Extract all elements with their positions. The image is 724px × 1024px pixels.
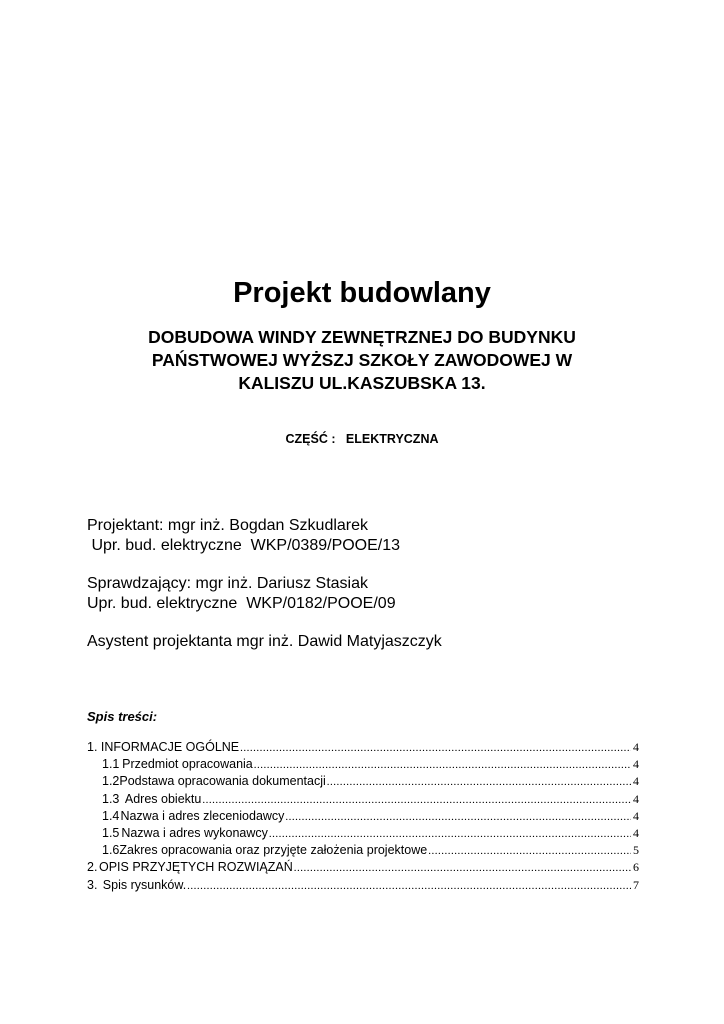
toc-entry[interactable] [87, 878, 639, 895]
toc-leader [269, 828, 631, 840]
designer-line: Projektant: mgr inż. Bogdan Szkudlarek [87, 517, 369, 534]
toc-entry-number: 1.4 [102, 808, 120, 823]
toc-leader [240, 742, 631, 754]
subtitle-line: PAŃSTWOWEJ WYŻSZJ SZKOŁY ZAWODOWEJ W [151, 350, 573, 370]
subtitle-line: DOBUDOWA WINDY ZEWNĘTRZNEJ DO BUDYNKU [148, 327, 576, 347]
toc-entry[interactable] [87, 809, 639, 826]
assistant-line: Asystent projektanta mgr inż. Dawid Matyjaszczyk [87, 633, 442, 650]
designer-license-line: Upr. bud. elektryczne WKP/0389/POOE/13 [87, 537, 401, 554]
toc-leader [285, 811, 631, 823]
toc-entry-number: 1.6 [102, 843, 120, 858]
part-value: ELEKTRYCZNA [345, 432, 439, 446]
checker-line: Sprawdzający: mgr inż. Dariusz Stasiak [87, 575, 368, 592]
toc-entry-number: 1.3 [102, 791, 120, 806]
toc-entry-number: 2. [87, 860, 98, 875]
toc-entry[interactable] [87, 757, 639, 774]
toc-entry-text: Podstawa opracowania dokumentacji [119, 774, 326, 789]
toc-entry-page: 4 [633, 791, 639, 806]
toc-entry-page: 4 [633, 740, 639, 754]
toc-entry[interactable] [87, 740, 639, 757]
toc-entry[interactable] [87, 774, 639, 791]
toc-entry-text: Zakres opracowania oraz przyjęte założenia projektowe [119, 843, 428, 858]
toc-entry-page: 4 [633, 757, 639, 772]
toc-leader [202, 794, 631, 806]
toc-entry-text: Przedmiot opracowania [122, 757, 253, 772]
toc-entry[interactable] [87, 860, 639, 877]
toc-entry-text: OPIS PRZYJĘTYCH ROZWIĄZAŃ [99, 860, 293, 875]
document-part [0, 432, 724, 446]
toc-leader [187, 880, 631, 892]
toc-entry-page: 6 [633, 860, 639, 875]
checker-license-line: Upr. bud. elektryczne WKP/0182/POOE/09 [87, 595, 396, 612]
toc-heading: Spis treści: [87, 709, 158, 724]
document-subtitle [100, 326, 624, 395]
toc-entry-page: 4 [633, 774, 639, 789]
table-of-contents [87, 740, 639, 895]
toc-entry-text: Spis rysunków. [102, 877, 187, 892]
toc-entry[interactable] [87, 843, 639, 860]
toc-entry-text: Nazwa i adres zleceniodawcy [120, 808, 285, 823]
toc-entry-number: 1.1 [102, 757, 120, 772]
toc-entry[interactable] [87, 792, 639, 809]
toc-entry-page: 7 [633, 877, 639, 892]
part-label: CZĘŚĆ : [285, 432, 336, 446]
toc-leader [327, 776, 631, 788]
toc-entry-page: 4 [633, 825, 639, 840]
toc-entry-number: 3. [87, 877, 98, 892]
subtitle-line: KALISZU UL.KASZUBSKA 13. [238, 373, 486, 393]
document-title: Projekt budowlany [233, 277, 491, 309]
toc-leader [294, 862, 631, 874]
toc-leader [254, 759, 631, 771]
toc-entry-page: 5 [633, 843, 639, 858]
toc-entry-page: 4 [633, 808, 639, 823]
toc-entry-text: Nazwa i adres wykonawcy [121, 825, 268, 840]
toc-entry-text: Adres obiektu [124, 791, 202, 806]
people-block [87, 516, 442, 652]
toc-entry-number: 1.2 [102, 774, 120, 789]
toc-entry-number: 1. [87, 740, 98, 754]
toc-entry-number: 1.5 [102, 825, 120, 840]
toc-leader [428, 845, 631, 857]
toc-entry[interactable] [87, 826, 639, 843]
toc-entry-text: INFORMACJE OGÓLNE [100, 740, 240, 754]
